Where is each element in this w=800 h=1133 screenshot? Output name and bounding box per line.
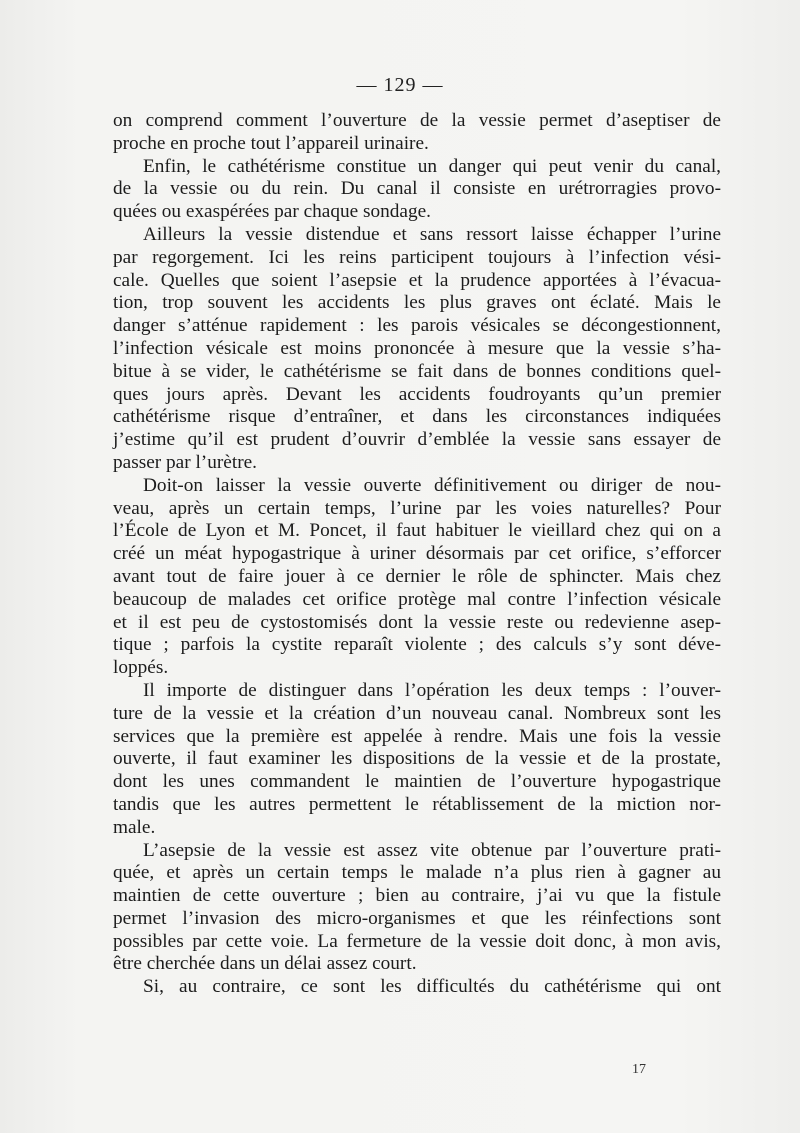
text-line: ouverte, il faut examiner les dispositions de la vessie et de la prostate, — [113, 748, 721, 770]
text-line: par regorgement. Ici les reins participent toujours à l’infection vési- — [113, 246, 721, 268]
text-line: j’estime qu’il est prudent d’ouvrir d’emblée la vessie sans essayer de — [113, 429, 721, 451]
text-line: créé un méat hypogastrique à uriner désormais par cet orifice, s’efforcer — [113, 543, 721, 565]
text-line: Il importe de distinguer dans l’opération les deux temps : l’ouver- — [143, 679, 721, 701]
text-line: Enfin, le cathétérisme constitue un danger qui peut venir du canal, — [143, 155, 721, 177]
text-line: et il est peu de cystostomisés dont la vessie reste ou redevienne asep- — [113, 611, 721, 633]
text-line: tandis que les autres permettent le rétablissement de la miction nor- — [113, 793, 721, 815]
text-line: tion, trop souvent les accidents les plus graves ont éclaté. Mais le — [113, 292, 721, 314]
text-line: loppés. — [113, 657, 169, 679]
text-line: cale. Quelles que soient l’asepsie et la prudence apportées à l’évacua- — [113, 269, 721, 291]
text-line: possibles par cette voie. La fermeture de la vessie doit donc, à mon avis, — [113, 930, 721, 952]
text-line: maintien de cette ouverture ; bien au contraire, j’ai vu que la fistule — [113, 885, 721, 907]
text-line: Ailleurs la vessie distendue et sans ressort laisse échapper l’urine — [143, 223, 721, 245]
text-line: cathétérisme risque d’entraîner, et dans les circonstances indiquées — [113, 406, 721, 428]
text-line: services que la première est appelée à rendre. Mais une fois la vessie — [113, 725, 721, 747]
text-line: bitue à se vider, le cathétérisme se fait dans de bonnes conditions quel- — [113, 360, 721, 382]
text-line: L’asepsie de la vessie est assez vite obtenue par l’ouverture prati- — [143, 839, 721, 861]
text-line: beaucoup de malades cet orifice protège mal contre l’infection vésicale — [113, 588, 721, 610]
text-line: avant tout de faire jouer à ce dernier le rôle de sphincter. Mais chez — [113, 565, 721, 587]
text-line: dont les unes commandent le maintien de l’ouverture hypogastrique — [113, 771, 721, 793]
signature-mark: 17 — [632, 1062, 646, 1077]
text-line: veau, après un certain temps, l’urine par les voies naturelles? Pour — [113, 497, 721, 519]
text-line: permet l’invasion des micro-organismes et que les réinfections sont — [113, 907, 721, 929]
text-line: quées ou exaspérées par chaque sondage. — [113, 201, 431, 223]
text-line: quée, et après un certain temps le malade n’a plus rien à gagner au — [113, 862, 721, 884]
text-line: de la vessie ou du rein. Du canal il consiste en urétrorragies provo- — [113, 178, 721, 200]
text-line: passer par l’urètre. — [113, 451, 257, 473]
page-number: — 129 — — [356, 74, 444, 96]
text-line: Doit-on laisser la vessie ouverte définitivement ou diriger de nou- — [143, 474, 721, 496]
text-line: l’École de Lyon et M. Poncet, il faut habituer le vieillard chez qui on a — [113, 520, 721, 542]
text-line: l’infection vésicale est moins prononcée à mesure que la vessie s’ha- — [113, 337, 721, 359]
text-line: ques jours après. Devant les accidents foudroyants qu’un premier — [113, 383, 721, 405]
text-line: danger s’atténue rapidement : les parois vésicales se décongestionnent, — [113, 315, 721, 337]
text-line: male. — [113, 816, 156, 838]
text-line: être cherchée dans un délai assez court. — [113, 953, 417, 975]
text-line: tique ; parfois la cystite reparaît violente ; des calculs s’y sont déve- — [113, 634, 721, 656]
text-line: proche en proche tout l’appareil urinaire. — [113, 132, 429, 154]
text-line: on comprend comment l’ouverture de la vessie permet d’aseptiser de — [113, 110, 721, 131]
text-line: ture de la vessie et la création d’un nouveau canal. Nombreux sont les — [113, 702, 721, 724]
text-line: Si, au contraire, ce sont les difficultés du cathétérisme qui ont — [143, 976, 721, 998]
page-body-text — [113, 110, 721, 999]
